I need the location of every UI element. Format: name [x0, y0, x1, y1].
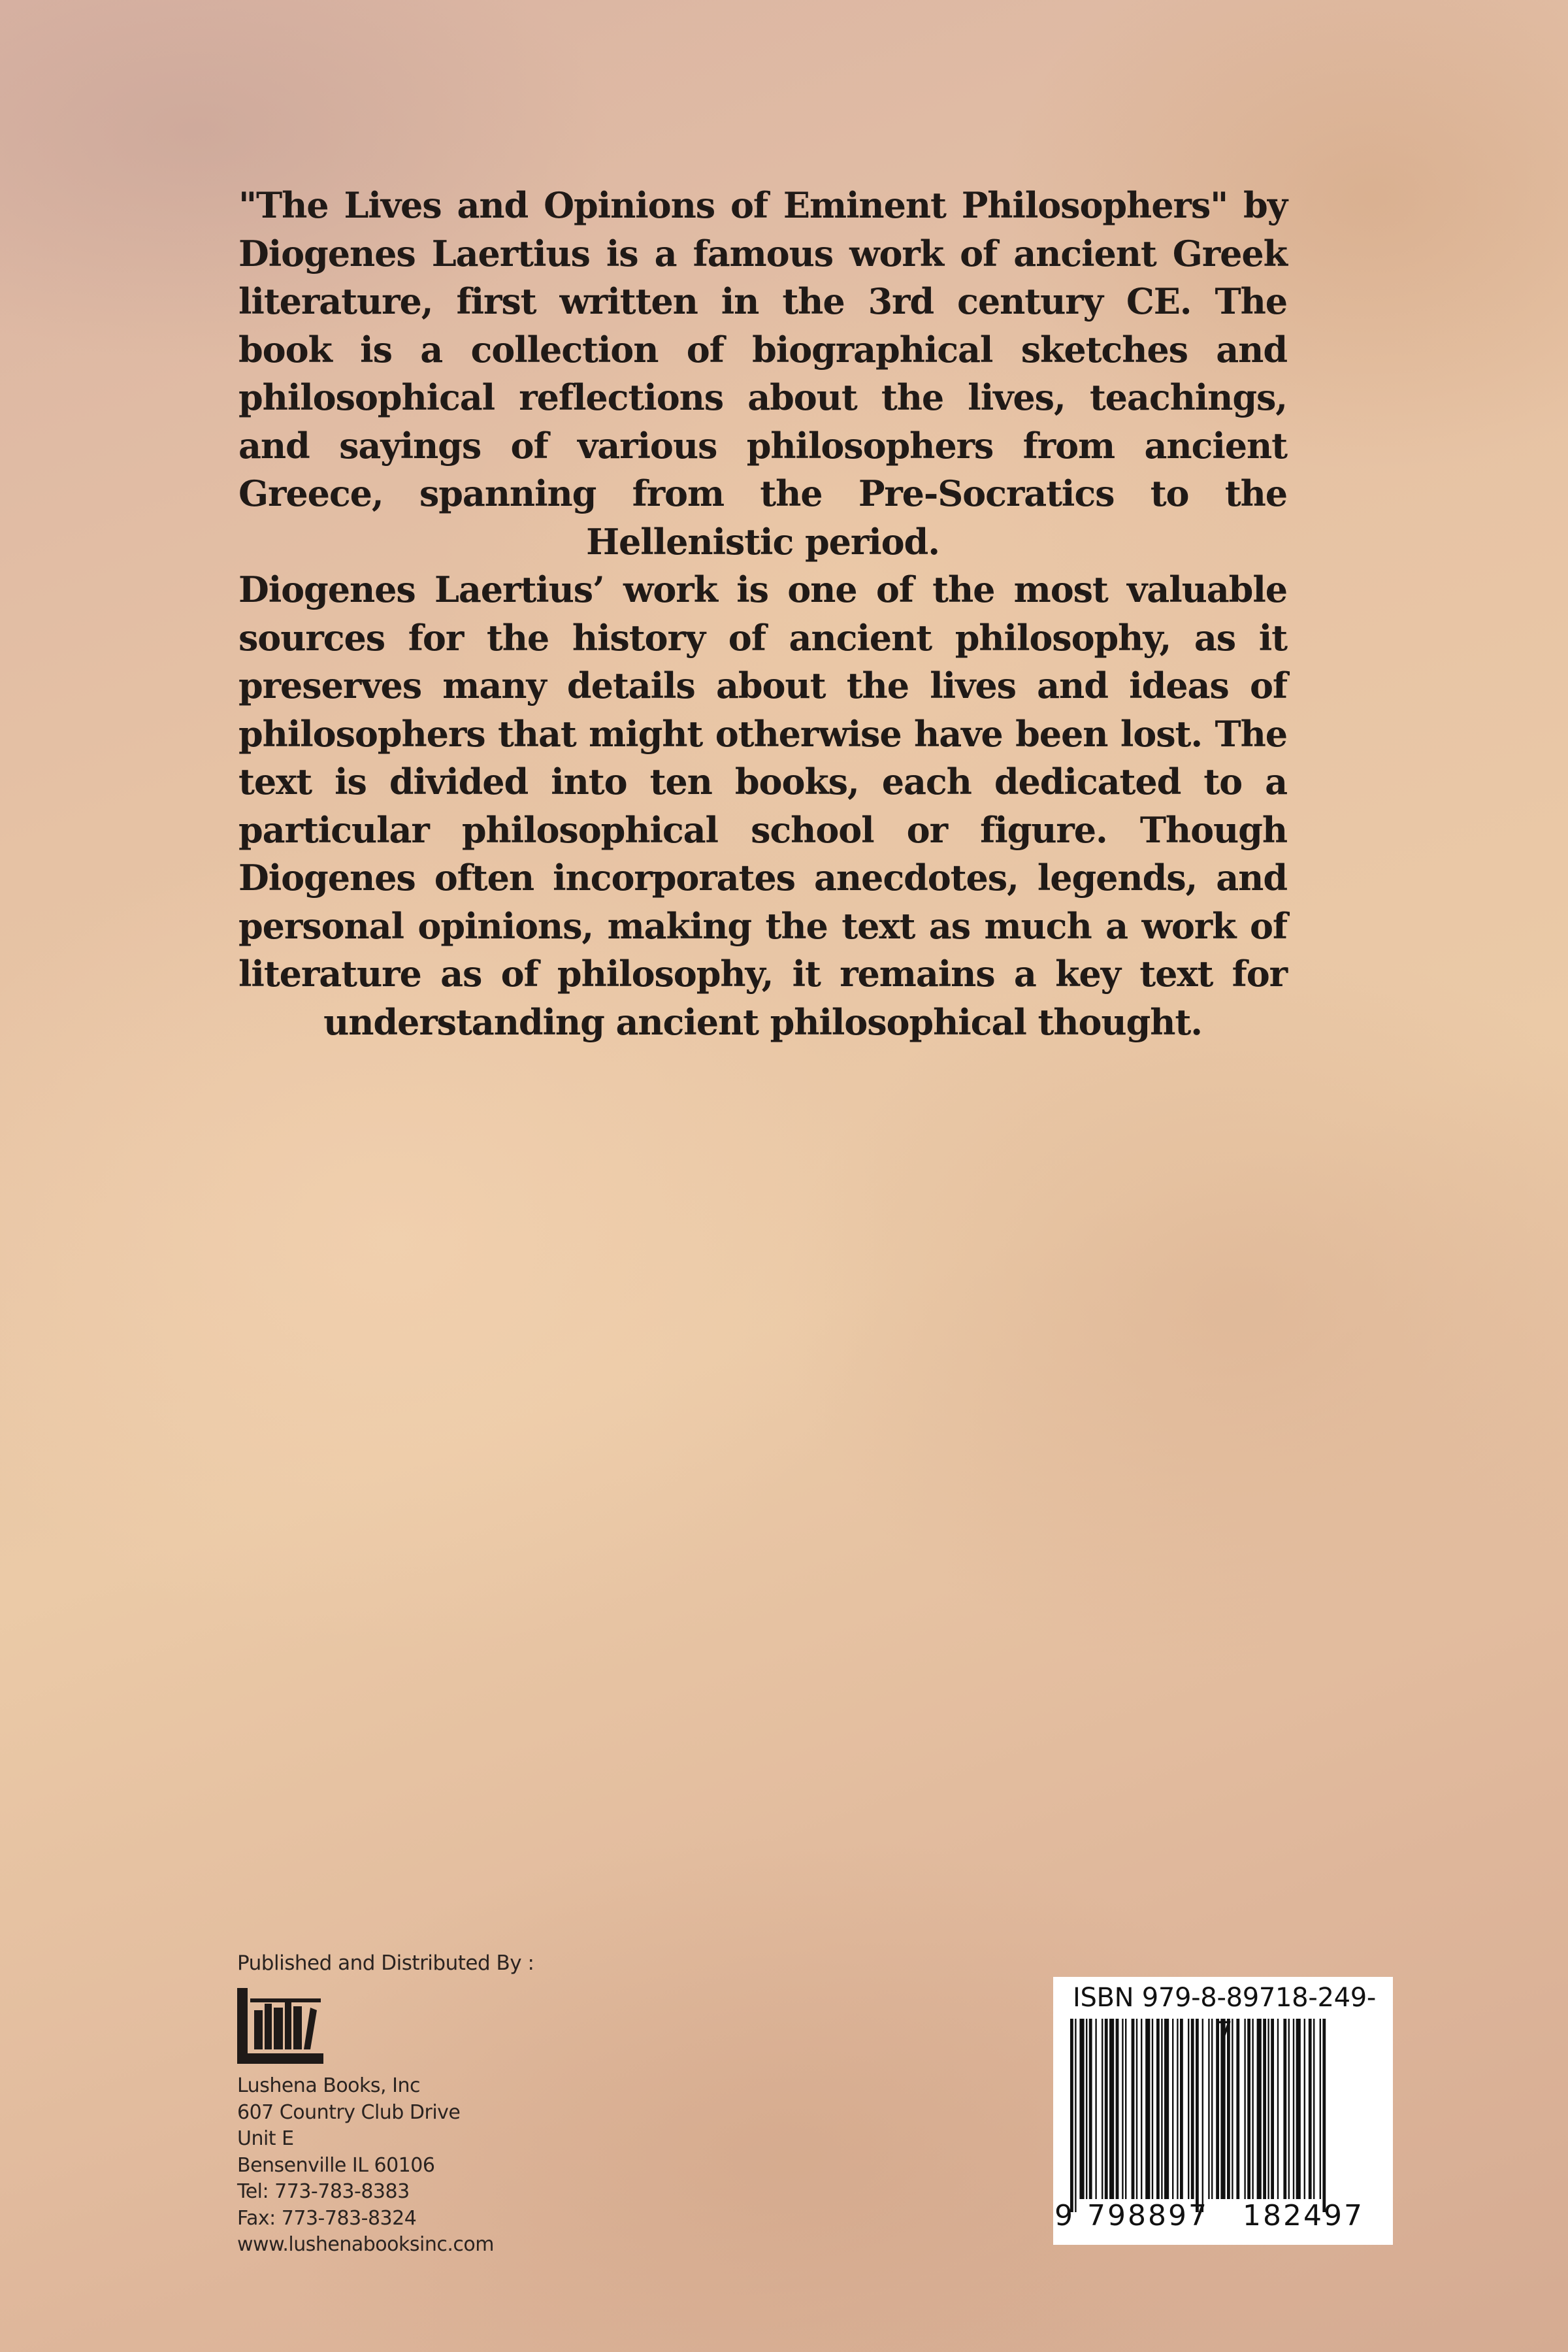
publisher-city: Bensenville IL 60106	[237, 2153, 435, 2177]
barcode-bar	[1283, 2019, 1286, 2199]
barcode-bar	[1125, 2019, 1126, 2199]
barcode-bar	[1145, 2019, 1150, 2199]
barcode-bar	[1172, 2019, 1173, 2199]
barcode-bar	[1244, 2019, 1245, 2199]
barcode-bar	[1075, 2019, 1076, 2212]
publisher-heading: Published and Distributed By :	[237, 1951, 534, 1975]
barcode-bar	[1086, 2019, 1087, 2199]
barcode-bar	[1296, 2019, 1301, 2199]
barcode-bar	[1089, 2019, 1092, 2199]
barcode-bar	[1070, 2019, 1073, 2212]
barcode-bar	[1257, 2019, 1262, 2199]
barcode-bar	[1232, 2019, 1233, 2199]
barcode-bar	[1309, 2019, 1312, 2199]
barcode-bar	[1095, 2019, 1096, 2199]
barcode-bar	[1277, 2019, 1279, 2199]
isbn-label: ISBN 979-8-89718-249-	[1072, 1983, 1377, 2013]
barcode-bar	[1322, 2019, 1326, 2212]
barcode-bar	[1236, 2019, 1239, 2199]
barcode-bar	[1161, 2019, 1162, 2199]
barcode-bar	[1267, 2019, 1269, 2199]
barcode-bar	[1079, 2019, 1084, 2199]
barcode-bar	[1304, 2019, 1305, 2199]
publisher-name: Lushena Books, Inc	[237, 2074, 420, 2097]
back-cover-description	[238, 182, 1287, 1046]
barcode-bar	[1271, 2019, 1274, 2199]
barcode-bar	[1211, 2019, 1213, 2199]
barcode-bar	[1132, 2019, 1135, 2199]
publisher-fax: Fax: 773-783-8324	[237, 2206, 417, 2230]
barcode-digits-right: 182497	[1243, 2199, 1364, 2232]
barcode-bar	[1102, 2019, 1103, 2199]
barcode-bar	[1177, 2019, 1178, 2199]
barcode-bar	[1188, 2019, 1189, 2199]
barcode-bar	[1191, 2019, 1194, 2199]
publisher-info	[237, 1950, 825, 2259]
barcode-bar	[1152, 2019, 1153, 2199]
barcode-bar	[1220, 2019, 1225, 2199]
publisher-tel: Tel: 773-783-8383	[237, 2180, 410, 2203]
barcode-bar	[1180, 2019, 1183, 2199]
barcode-bar	[1227, 2019, 1230, 2199]
isbn-barcode	[1053, 1977, 1393, 2245]
barcode-bar	[1136, 2019, 1137, 2199]
barcode-bar	[1313, 2019, 1315, 2199]
barcode-bar	[1247, 2019, 1250, 2199]
barcode-bar	[1320, 2019, 1321, 2199]
barcode-bar	[1109, 2019, 1114, 2199]
barcode-bar	[1288, 2019, 1290, 2199]
barcode-bar	[1293, 2019, 1294, 2199]
barcode-bar	[1105, 2019, 1108, 2199]
description-paragraph-2: Diogenes Laertius’ work is one of the most valuable sources for the history of ancient philosophy, as it preserves many details about the lives and ideas of philosophers that might otherwise have been lost. The text is divided into ten books, each dedicated to a particular philosophical school or figure. Though Diogenes often incorporates anecdotes, legends, and personal opinions, making the text as much a work of literature as of philosophy, it remains a key text for understanding ancient philosophical thought.	[238, 569, 1287, 1043]
barcode-bar	[1252, 2019, 1253, 2199]
barcode-bar	[1216, 2019, 1219, 2199]
barcode-digits-left: 798897	[1087, 2199, 1209, 2232]
barcode-bar	[1164, 2019, 1169, 2199]
barcode-bar	[1208, 2019, 1209, 2199]
barcode-bar	[1196, 2019, 1199, 2212]
barcode-bar	[1156, 2019, 1160, 2199]
barcode-bar	[1122, 2019, 1123, 2199]
barcode-bar	[1263, 2019, 1266, 2199]
publisher-address-line1: 607 Country Club Drive	[237, 2100, 461, 2124]
barcode-bar	[1202, 2019, 1203, 2212]
lushena-books-logo-icon	[237, 1988, 323, 2064]
barcode-digit-lead: 9	[1054, 2199, 1073, 2232]
publisher-website: www.lushenabooksinc.com	[237, 2233, 494, 2256]
publisher-address-line2: Unit E	[237, 2127, 294, 2150]
barcode-bars	[1068, 2019, 1379, 2212]
barcode-bar	[1116, 2019, 1119, 2199]
description-paragraph-1: "The Lives and Opinions of Eminent Philosophers" by Diogenes Laertius is a famous work of ancient Greek literature, first written in the 3rd century CE. The book is a collection of biographical sketches and philosophical reflections about the lives, teachings, and sayings of various philosophers from ancient Greece, spanning from the Pre-Socratics to the Hellenistic period.	[238, 184, 1287, 563]
barcode-bar	[1141, 2019, 1142, 2199]
